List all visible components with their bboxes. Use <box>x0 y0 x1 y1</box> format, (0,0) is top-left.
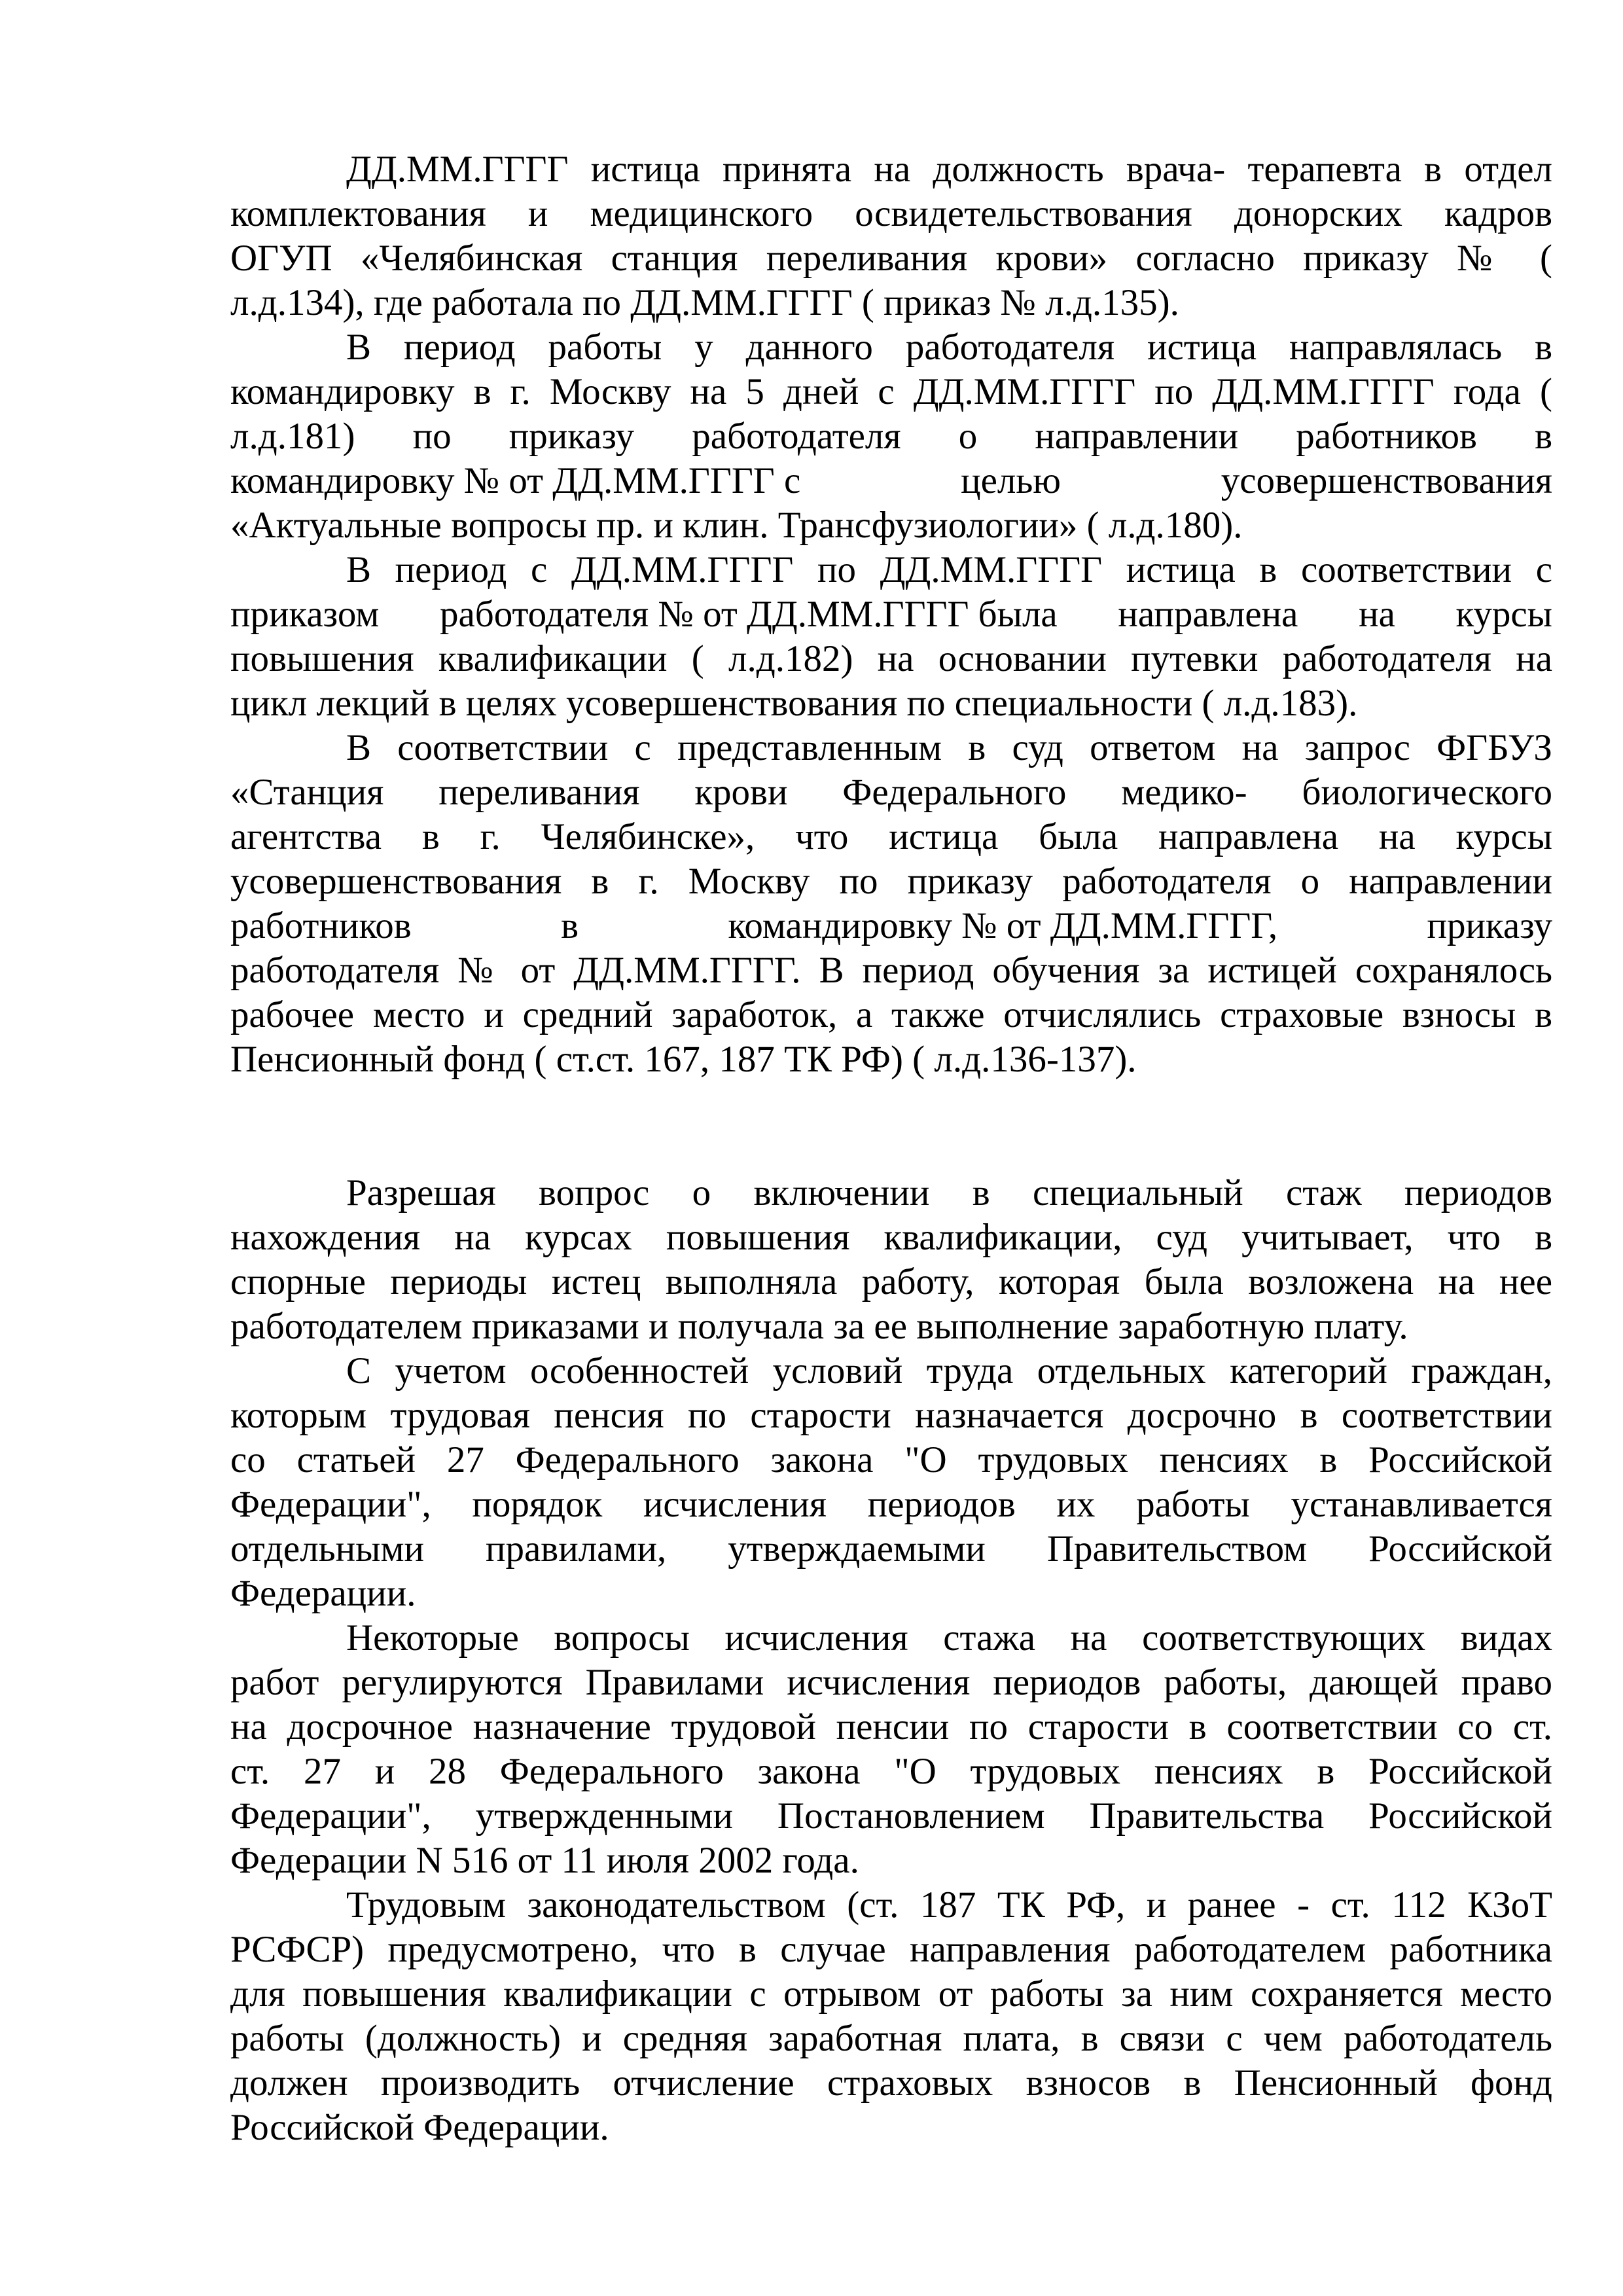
text-line-segment: в <box>561 905 579 946</box>
justify-gap <box>1061 459 1221 503</box>
justify-gap <box>379 592 440 637</box>
text-line: спорные периоды истец выполняла работу, которая была возложена на нее <box>230 1261 1552 1302</box>
text-line: «Актуальные вопросы пр. и клин. Трансфузиологии» ( л.д.180). <box>230 505 1243 546</box>
text-line-segment: работодателя № от ДД.ММ.ГГГГ была <box>439 594 1058 635</box>
justify-gap <box>800 459 961 503</box>
justify-gap <box>1277 904 1427 948</box>
paragraph <box>230 325 1552 548</box>
text-line-segment: на <box>1359 594 1395 635</box>
paragraph <box>230 1883 1552 2150</box>
text-line: усовершенствования в г. Москву по приказу работодателя о направлении <box>230 861 1552 902</box>
text-line: которым трудовая пенсия по старости назначается досрочно в соответствии <box>230 1395 1552 1436</box>
text-line: для повышения квалификации с отрывом от работы за ним сохраняется место <box>230 1973 1552 2015</box>
text-line-segment: командировку № от ДД.ММ.ГГГГ, <box>728 905 1278 946</box>
text-line: работы (должность) и средняя заработная плата, в связи с чем работодатель <box>230 2018 1552 2059</box>
text-line: агентства в г. Челябинске», что истица была направлена на курсы <box>230 816 1552 857</box>
text-line <box>230 459 1552 503</box>
justify-gap <box>412 904 561 948</box>
text-line: В период с ДД.ММ.ГГГГ по ДД.ММ.ГГГГ истица в соответствии с <box>346 549 1552 590</box>
text-line: Трудовым законодательством (ст. 187 ТК РФ, и ранее - ст. 112 КЗоТ <box>346 1884 1552 1926</box>
text-line-segment: приказу <box>1427 905 1552 946</box>
text-line: РСФСР) предусмотрено, что в случае направления работодателем работника <box>230 1929 1552 1970</box>
paragraph-gap <box>230 1082 1552 1171</box>
text-line: со статьей 27 Федерального закона "О трудовых пенсиях в Российской <box>230 1439 1552 1480</box>
text-line: работ регулируются Правилами исчисления периодов работы, дающей право <box>230 1662 1552 1703</box>
text-line: ОГУП «Челябинская станция переливания крови» согласно приказу № ( <box>230 238 1552 279</box>
paragraph <box>230 147 1552 325</box>
text-line-segment: командировку № от ДД.ММ.ГГГГ с <box>230 460 801 501</box>
text-line: Пенсионный фонд ( ст.ст. 167, 187 ТК РФ) ( л.д.136-137). <box>230 1039 1137 1080</box>
text-line-segment: курсы <box>1455 594 1552 635</box>
text-line: цикл лекций в целях усовершенствования по специальности ( л.д.183). <box>230 683 1358 724</box>
text-line: В соответствии с представленным в суд ответом на запрос ФГБУЗ <box>346 727 1552 768</box>
paragraph <box>230 1616 1552 1883</box>
text-line: отдельными правилами, утверждаемыми Правительством Российской <box>230 1528 1552 1570</box>
text-line: работодателем приказами и получала за ее выполнение заработную плату. <box>230 1306 1408 1347</box>
paragraph <box>230 548 1552 726</box>
text-line: Разрешая вопрос о включении в специальный стаж периодов <box>346 1172 1552 1213</box>
paragraph <box>230 726 1552 1082</box>
paragraph <box>230 1171 1552 1349</box>
text-line-segment: целью <box>961 460 1061 501</box>
text-line: Федерации", порядок исчисления периодов их работы устанавливается <box>230 1484 1552 1525</box>
text-line-segment: усовершенствования <box>1221 460 1553 501</box>
text-line: Федерации N 516 от 11 июля 2002 года. <box>230 1840 859 1881</box>
text-line: на досрочное назначение трудовой пенсии по старости в соответствии со ст. <box>230 1706 1552 1748</box>
text-line: ДД.ММ.ГГГГ истица принята на должность врача- терапевта в отдел <box>346 149 1552 190</box>
text-line: командировку в г. Москву на 5 дней с ДД.ММ.ГГГГ по ДД.ММ.ГГГГ года ( <box>230 371 1552 412</box>
text-line: комплектования и медицинского освидетельствования донорских кадров <box>230 193 1552 234</box>
text-line: повышения квалификации ( л.д.182) на основании путевки работодателя на <box>230 638 1552 679</box>
text-line: л.д.181) по приказу работодателя о направлении работников в <box>230 416 1552 457</box>
text-line: Некоторые вопросы исчисления стажа на соответствующих видах <box>346 1617 1552 1659</box>
justify-gap <box>579 904 728 948</box>
justify-gap <box>1298 592 1359 637</box>
text-line: рабочее место и средний заработок, а также отчислялись страховые взносы в <box>230 994 1552 1035</box>
text-line <box>230 904 1552 948</box>
justify-gap <box>1058 592 1118 637</box>
paragraph <box>230 1349 1552 1616</box>
text-line: должен производить отчисление страховых взносов в Пенсионный фонд <box>230 2062 1552 2104</box>
text-line-segment: работников <box>230 905 412 946</box>
text-line: нахождения на курсах повышения квалификации, суд учитывает, что в <box>230 1217 1552 1258</box>
text-line <box>230 592 1552 637</box>
text-line: С учетом особенностей условий труда отдельных категорий граждан, <box>346 1350 1552 1391</box>
justify-gap <box>1395 592 1456 637</box>
text-block <box>230 147 1552 2150</box>
text-line: Российской Федерации. <box>230 2107 609 2148</box>
text-line: работодателя № от ДД.ММ.ГГГГ. В период обучения за истицей сохранялось <box>230 950 1552 991</box>
text-line: ст. 27 и 28 Федерального закона "О трудовых пенсиях в Российской <box>230 1751 1552 1792</box>
text-line-segment: приказом <box>230 594 380 635</box>
text-line: л.д.134), где работала по ДД.ММ.ГГГГ ( приказ № л.д.135). <box>230 282 1179 323</box>
text-line: В период работы у данного работодателя истица направлялась в <box>346 327 1552 368</box>
text-line: Федерации. <box>230 1573 416 1614</box>
text-line: «Станция переливания крови Федерального медико- биологического <box>230 772 1552 813</box>
text-line-segment: направлена <box>1118 594 1298 635</box>
text-line: Федерации", утвержденными Постановлением Правительства Российской <box>230 1795 1552 1837</box>
